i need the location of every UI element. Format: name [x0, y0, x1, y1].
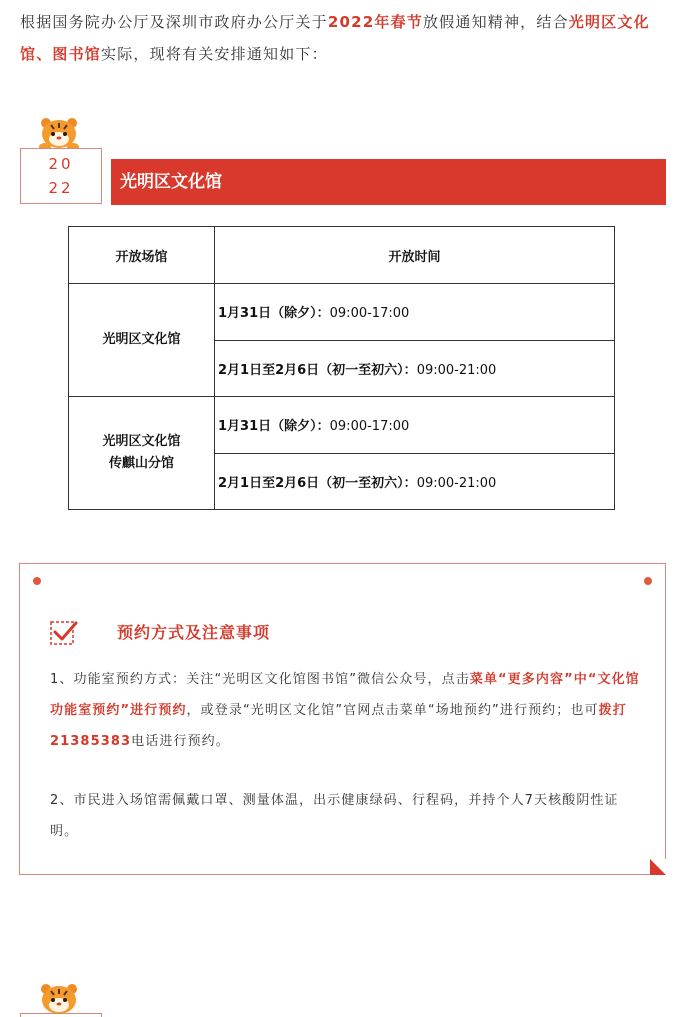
notice-text: 电话进行预约。: [131, 734, 230, 749]
notice-item-1: [50, 664, 640, 757]
venue-cell: [69, 397, 215, 510]
hours-cell: [215, 284, 615, 341]
intro-highlight-spring-festival: 2022年春节: [327, 13, 423, 31]
checkbox-check-icon: [50, 618, 78, 646]
header-hours: 开放时间: [215, 227, 615, 284]
notice-item-2: 2、市民进入场馆需佩戴口罩、测量体温，出示健康绿码、行程码，并持个人7天核酸阴性证明。: [50, 793, 619, 839]
intro-highlight-venues: 光明区文化馆、图书馆: [20, 13, 650, 63]
venue-cell: [69, 284, 215, 397]
header-venue: 开放场馆: [69, 227, 215, 284]
date-label: 1月31日（除夕）：: [218, 419, 330, 435]
intro-text: 根据国务院办公厅及深圳市政府办公厅关于: [20, 13, 328, 31]
year-top: 20: [48, 155, 74, 173]
notice-title: 预约方式及注意事项: [117, 623, 271, 642]
table-row: [69, 284, 615, 341]
time-value: 09:00-21:00: [416, 475, 497, 491]
corner-dot-icon: [33, 577, 41, 585]
notice-text: ，或登录“光明区文化馆”官网点击菜单“场地预约”进行预约；也可: [186, 703, 599, 718]
venue-name: 光明区文化馆: [102, 434, 181, 449]
notice-box: [19, 563, 666, 875]
time-value: 09:00-17:00: [329, 306, 410, 322]
year-badge-partial: [20, 1013, 102, 1017]
table-header-row: [69, 227, 615, 284]
time-value: 09:00-21:00: [416, 362, 497, 378]
venue-name: 光明区文化馆: [102, 332, 181, 347]
intro-text: 实际，现将有关安排通知如下：: [101, 45, 328, 63]
date-label: 2月1日至2月6日（初一至初六）：: [218, 475, 417, 491]
year-badge: [20, 148, 102, 204]
corner-dot-icon: [644, 577, 652, 585]
intro-text: 放假通知精神，结合: [422, 13, 569, 31]
table-row: [69, 397, 615, 454]
section-title: 光明区文化馆: [120, 172, 222, 192]
hours-cell: [215, 340, 615, 397]
tiger-mascot-icon: [37, 115, 81, 151]
tiger-mascot-icon: [37, 981, 81, 1017]
notice-text: 1、功能室预约方式：关注“光明区文化馆图书馆”微信公众号，点击: [50, 672, 470, 687]
folded-corner-flap: [650, 859, 666, 875]
time-value: 09:00-17:00: [329, 419, 410, 435]
date-label: 1月31日（除夕）：: [218, 306, 330, 322]
hours-cell: [215, 397, 615, 454]
opening-hours-table: [68, 226, 615, 510]
section-title-bar: [111, 159, 666, 205]
intro-paragraph: [20, 6, 666, 70]
notice-highlight-phone: 拨打21385383: [50, 703, 627, 749]
notice-highlight-menu: 菜单“更多内容”中“文化馆功能室预约”进行预约: [50, 672, 640, 718]
venue-name-branch: 传麒山分馆: [108, 456, 174, 471]
date-label: 2月1日至2月6日（初一至初六）：: [218, 362, 417, 378]
hours-cell: [215, 453, 615, 510]
year-bottom: 22: [48, 179, 74, 197]
